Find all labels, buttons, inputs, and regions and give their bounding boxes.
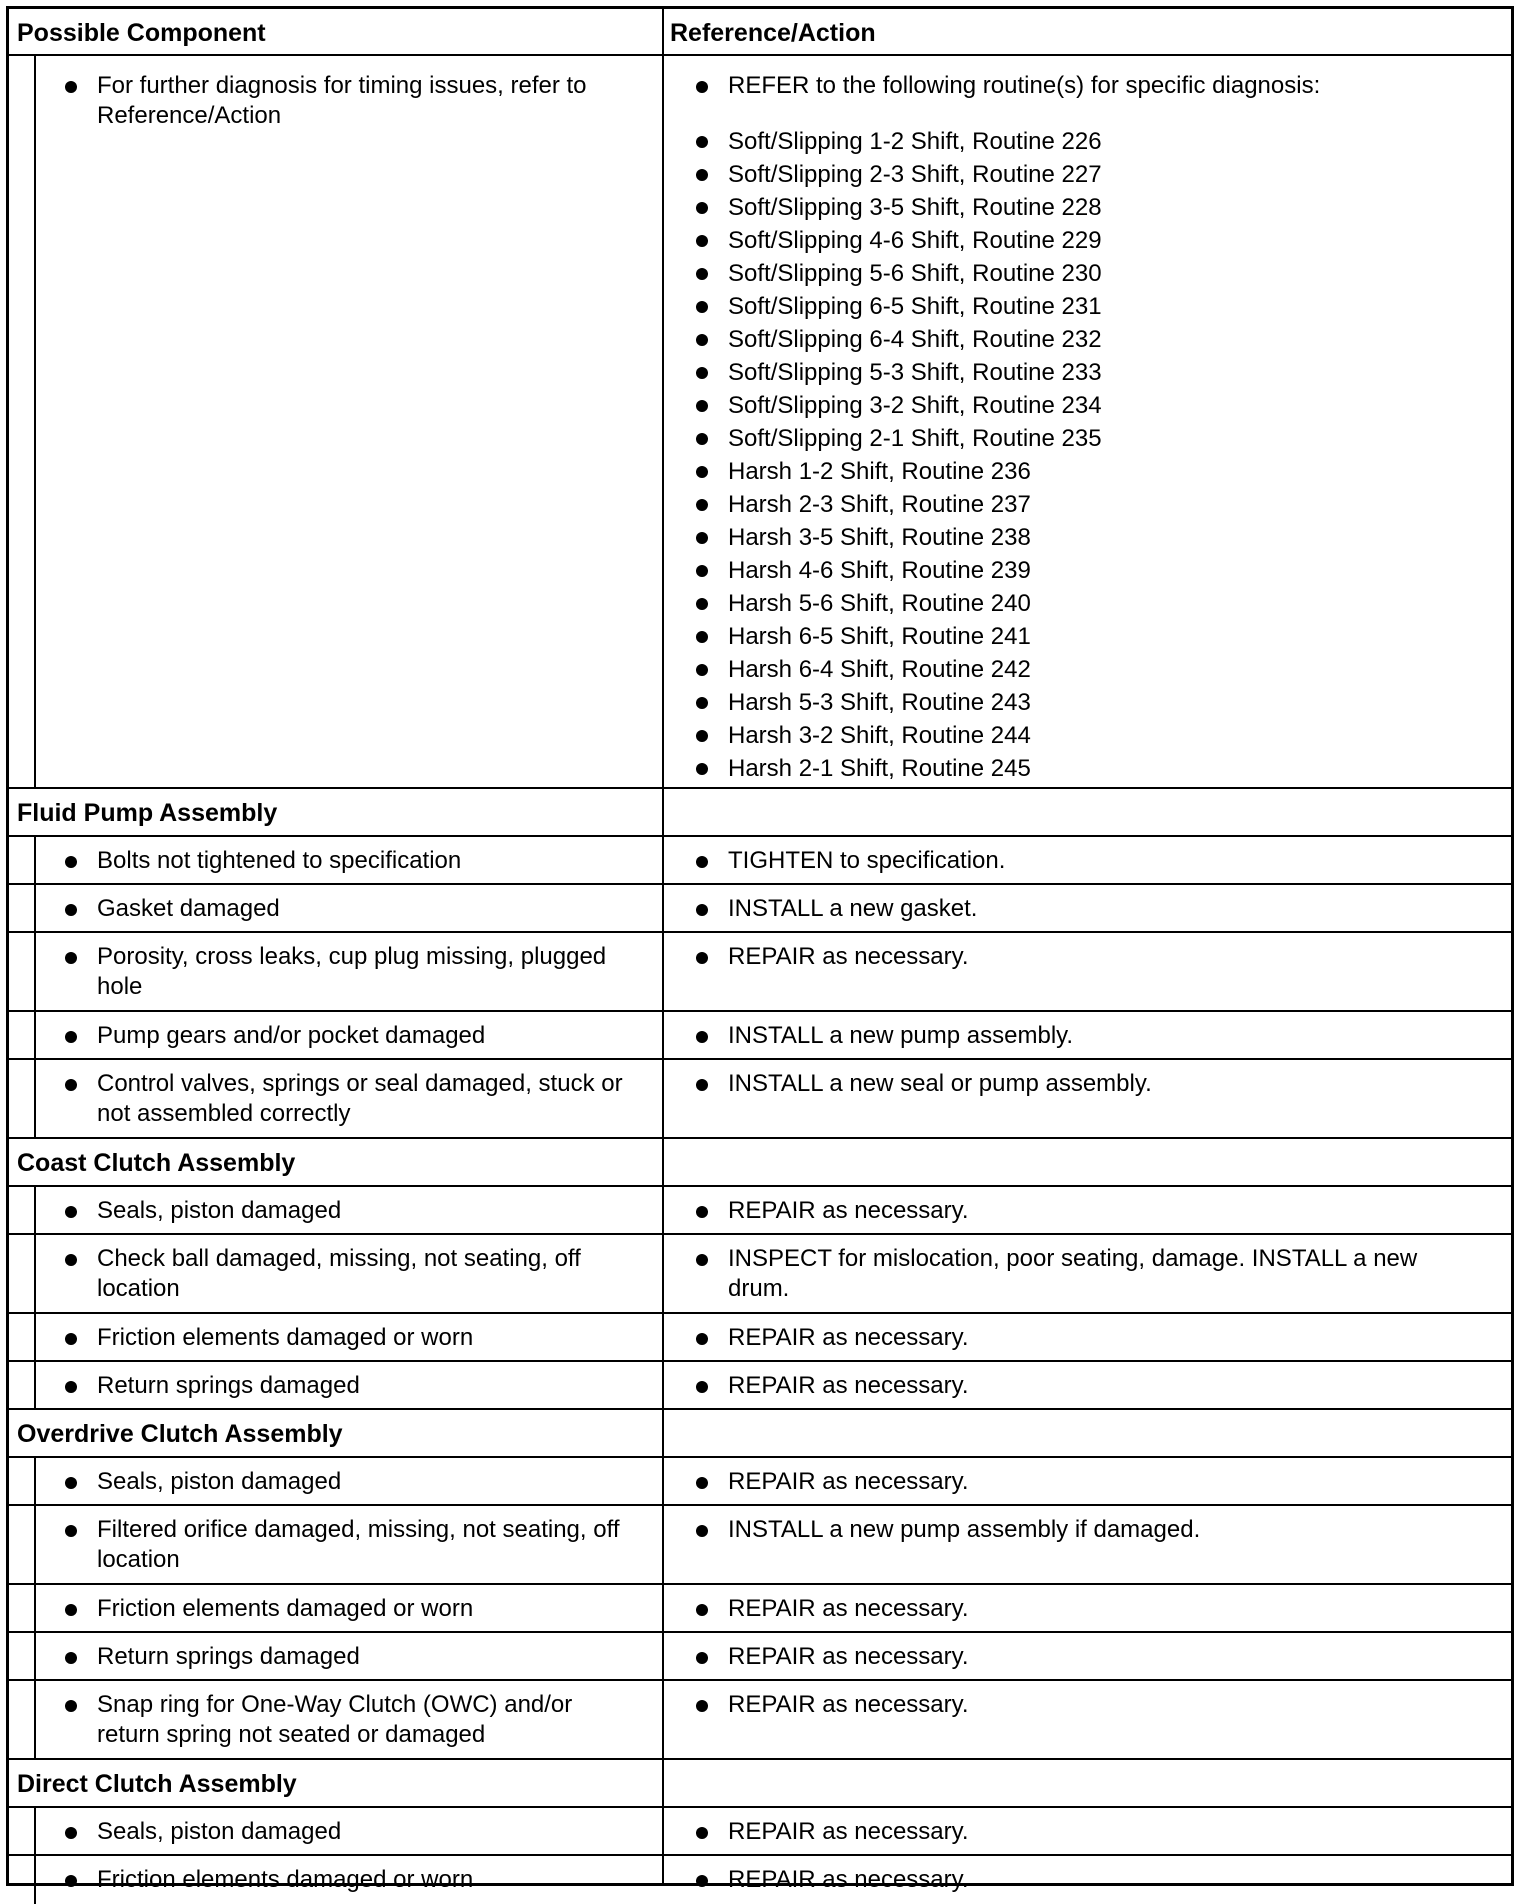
bullet-icon bbox=[65, 1333, 77, 1345]
header-row bbox=[9, 9, 1511, 56]
bullet-item bbox=[65, 1323, 655, 1353]
table-row bbox=[9, 1187, 1511, 1235]
action-cell bbox=[696, 846, 1496, 876]
bullet-icon bbox=[696, 400, 708, 412]
bullet-item bbox=[696, 1690, 1496, 1720]
line-text: Bolts not tightened to specification bbox=[97, 847, 462, 874]
routine-item bbox=[696, 686, 1496, 719]
routine-item bbox=[696, 389, 1496, 422]
line-text: location bbox=[97, 1275, 180, 1302]
bullet-icon bbox=[65, 81, 77, 93]
bullet-icon bbox=[696, 1206, 708, 1218]
routine-item bbox=[696, 455, 1496, 488]
routine-text: Harsh 6-4 Shift, Routine 242 bbox=[728, 656, 1031, 683]
component-cell bbox=[65, 1642, 655, 1672]
bullet-icon bbox=[65, 904, 77, 916]
routine-text: Soft/Slipping 3-5 Shift, Routine 228 bbox=[728, 194, 1102, 221]
header-reference: Reference/Action bbox=[670, 19, 876, 47]
line-text: TIGHTEN to specification. bbox=[728, 847, 1006, 874]
line-text: Gasket damaged bbox=[97, 895, 280, 922]
bullet-icon bbox=[696, 1604, 708, 1616]
bullet-icon bbox=[696, 664, 708, 676]
bullet-icon bbox=[696, 1875, 708, 1887]
bullet-item bbox=[65, 1196, 655, 1226]
bullet-icon bbox=[696, 1031, 708, 1043]
action-cell bbox=[696, 1196, 1496, 1226]
bullet-icon bbox=[696, 235, 708, 247]
line-text: Snap ring for One-Way Clutch (OWC) and/or bbox=[97, 1691, 573, 1718]
bullet-item bbox=[65, 1642, 655, 1672]
line-text: INSTALL a new gasket. bbox=[728, 895, 978, 922]
routine-list bbox=[696, 125, 1496, 785]
bullet-item bbox=[696, 942, 1496, 972]
table-row bbox=[9, 1060, 1511, 1139]
indent-bar bbox=[34, 1633, 36, 1679]
routine-text: Soft/Slipping 2-3 Shift, Routine 227 bbox=[728, 161, 1102, 188]
table-row bbox=[9, 1856, 1511, 1904]
action-cell bbox=[696, 1323, 1496, 1353]
line-text: location bbox=[97, 1546, 180, 1573]
routine-item bbox=[696, 653, 1496, 686]
bullet-icon bbox=[696, 81, 708, 93]
bullet-icon bbox=[696, 301, 708, 313]
action-cell bbox=[696, 1594, 1496, 1624]
action-cell bbox=[696, 1021, 1496, 1051]
line-text: drum. bbox=[728, 1275, 790, 1302]
bullet-icon bbox=[696, 433, 708, 445]
bullet-icon bbox=[696, 1079, 708, 1091]
indent-bar bbox=[34, 1314, 36, 1360]
action-cell bbox=[696, 1069, 1496, 1099]
bullet-icon bbox=[65, 856, 77, 868]
diagnosis-table bbox=[6, 6, 1514, 1893]
routine-text: Harsh 2-3 Shift, Routine 237 bbox=[728, 491, 1031, 518]
timing-row bbox=[9, 56, 1511, 789]
bullet-icon bbox=[696, 1652, 708, 1664]
bullet-icon bbox=[696, 532, 708, 544]
bullet-item bbox=[65, 1371, 655, 1401]
routine-item bbox=[696, 752, 1496, 785]
component-cell bbox=[65, 1244, 655, 1304]
line-text: REPAIR as necessary. bbox=[728, 1818, 969, 1845]
component-cell bbox=[65, 1817, 655, 1847]
bullet-item bbox=[696, 1244, 1496, 1304]
bullet-item bbox=[696, 894, 1496, 924]
indent-bar bbox=[34, 1060, 36, 1137]
line-text: return spring not seated or damaged bbox=[97, 1721, 486, 1748]
line-text: REPAIR as necessary. bbox=[728, 1197, 969, 1224]
routine-item bbox=[696, 620, 1496, 653]
bullet-item bbox=[65, 1594, 655, 1624]
bullet-icon bbox=[65, 1604, 77, 1616]
bullet-icon bbox=[65, 1206, 77, 1218]
bullet-icon bbox=[65, 1525, 77, 1537]
routine-item bbox=[696, 587, 1496, 620]
bullet-icon bbox=[65, 1477, 77, 1489]
component-cell bbox=[65, 1323, 655, 1353]
bullet-item bbox=[65, 1467, 655, 1497]
table-row bbox=[9, 1235, 1511, 1314]
routine-item bbox=[696, 257, 1496, 290]
line-text: REPAIR as necessary. bbox=[728, 943, 969, 970]
line-text: REPAIR as necessary. bbox=[728, 1691, 969, 1718]
line-text: Return springs damaged bbox=[97, 1643, 360, 1670]
component-cell bbox=[65, 894, 655, 924]
line-text: hole bbox=[97, 973, 143, 1000]
table-row bbox=[9, 1314, 1511, 1362]
routine-text: Soft/Slipping 4-6 Shift, Routine 229 bbox=[728, 227, 1102, 254]
bullet-icon bbox=[696, 268, 708, 280]
bullet-icon bbox=[65, 1031, 77, 1043]
timing-component-text: For further diagnosis for timing issues, refer to Reference/Action bbox=[97, 72, 587, 129]
bullet-item bbox=[65, 894, 655, 924]
bullet-icon bbox=[696, 202, 708, 214]
routine-text: Harsh 3-2 Shift, Routine 244 bbox=[728, 722, 1031, 749]
table-row bbox=[9, 1506, 1511, 1585]
timing-reference-cell bbox=[696, 71, 1496, 785]
bullet-item bbox=[696, 1817, 1496, 1847]
line-text: REPAIR as necessary. bbox=[728, 1372, 969, 1399]
component-cell bbox=[65, 1467, 655, 1497]
section-title: Direct Clutch Assembly bbox=[17, 1770, 297, 1798]
section-title-row bbox=[9, 789, 1511, 837]
routine-text: Soft/Slipping 5-6 Shift, Routine 230 bbox=[728, 260, 1102, 287]
table-row bbox=[9, 933, 1511, 1012]
routine-text: Harsh 5-3 Shift, Routine 243 bbox=[728, 689, 1031, 716]
routine-item bbox=[696, 356, 1496, 389]
action-cell bbox=[696, 1244, 1496, 1304]
bullet-icon bbox=[696, 904, 708, 916]
action-cell bbox=[696, 1371, 1496, 1401]
line-text: Filtered orifice damaged, missing, not seating, off bbox=[97, 1516, 620, 1543]
bullet-icon bbox=[696, 856, 708, 868]
line-text: Seals, piston damaged bbox=[97, 1197, 342, 1224]
bullet-icon bbox=[696, 763, 708, 775]
line-text: INSTALL a new pump assembly if damaged. bbox=[728, 1516, 1201, 1543]
bullet-icon bbox=[65, 1827, 77, 1839]
routine-text: Soft/Slipping 3-2 Shift, Routine 234 bbox=[728, 392, 1102, 419]
bullet-item bbox=[65, 1690, 655, 1750]
header-component: Possible Component bbox=[17, 19, 266, 47]
action-cell bbox=[696, 894, 1496, 924]
bullet-icon bbox=[65, 1254, 77, 1266]
line-text: Control valves, springs or seal damaged, stuck or bbox=[97, 1070, 623, 1097]
routine-text: Harsh 6-5 Shift, Routine 241 bbox=[728, 623, 1031, 650]
bullet-icon bbox=[65, 1652, 77, 1664]
table-row bbox=[9, 1585, 1511, 1633]
table-row bbox=[9, 1012, 1511, 1060]
component-cell bbox=[65, 1515, 655, 1575]
indent-bar bbox=[34, 1506, 36, 1583]
routine-item bbox=[696, 488, 1496, 521]
component-cell bbox=[65, 1371, 655, 1401]
line-text: REPAIR as necessary. bbox=[728, 1324, 969, 1351]
routine-item bbox=[696, 191, 1496, 224]
bullet-icon bbox=[696, 598, 708, 610]
bullet-item bbox=[65, 846, 655, 876]
bullet-icon bbox=[696, 466, 708, 478]
table-row bbox=[9, 1681, 1511, 1760]
routine-item bbox=[696, 719, 1496, 752]
indent-bar bbox=[34, 1187, 36, 1233]
bullet-item bbox=[65, 1021, 655, 1051]
action-cell bbox=[696, 1817, 1496, 1847]
routine-item bbox=[696, 323, 1496, 356]
section-title-row bbox=[9, 1410, 1511, 1458]
routine-item bbox=[696, 422, 1496, 455]
section-title: Fluid Pump Assembly bbox=[17, 799, 278, 827]
component-cell bbox=[65, 846, 655, 876]
bullet-item bbox=[696, 1642, 1496, 1672]
bullet-item bbox=[65, 1865, 655, 1895]
line-text: INSTALL a new seal or pump assembly. bbox=[728, 1070, 1152, 1097]
bullet-icon bbox=[696, 499, 708, 511]
indent-bar bbox=[34, 1808, 36, 1854]
bullet-item bbox=[696, 1865, 1496, 1895]
component-cell bbox=[65, 1069, 655, 1129]
section-title-row bbox=[9, 1760, 1511, 1808]
timing-component-cell bbox=[65, 71, 655, 131]
routine-text: Soft/Slipping 6-4 Shift, Routine 232 bbox=[728, 326, 1102, 353]
bullet-icon bbox=[65, 1875, 77, 1887]
indent-bar bbox=[34, 56, 36, 787]
routine-item bbox=[696, 521, 1496, 554]
routine-text: Harsh 3-5 Shift, Routine 238 bbox=[728, 524, 1031, 551]
line-text: Friction elements damaged or worn bbox=[97, 1866, 474, 1893]
table-row bbox=[9, 1633, 1511, 1681]
bullet-icon bbox=[65, 1079, 77, 1091]
component-cell bbox=[65, 1594, 655, 1624]
indent-bar bbox=[34, 933, 36, 1010]
bullet-icon bbox=[696, 697, 708, 709]
bullet-item bbox=[696, 1371, 1496, 1401]
bullet-item bbox=[65, 1515, 655, 1575]
section-title: Coast Clutch Assembly bbox=[17, 1149, 296, 1177]
bullet-icon bbox=[696, 1525, 708, 1537]
action-cell bbox=[696, 942, 1496, 972]
line-text: Pump gears and/or pocket damaged bbox=[97, 1022, 486, 1049]
component-cell bbox=[65, 1865, 655, 1895]
timing-component-item bbox=[65, 71, 655, 131]
timing-intro-item bbox=[696, 71, 1496, 101]
bullet-item bbox=[696, 1594, 1496, 1624]
bullet-icon bbox=[65, 1700, 77, 1712]
line-text: INSTALL a new pump assembly. bbox=[728, 1022, 1074, 1049]
action-cell bbox=[696, 1467, 1496, 1497]
line-text: Return springs damaged bbox=[97, 1372, 360, 1399]
indent-bar bbox=[34, 1856, 36, 1904]
component-cell bbox=[65, 1196, 655, 1226]
bullet-icon bbox=[696, 1827, 708, 1839]
bullet-item bbox=[65, 1069, 655, 1129]
bullet-icon bbox=[696, 631, 708, 643]
bullet-item bbox=[65, 1817, 655, 1847]
bullet-icon bbox=[696, 367, 708, 379]
action-cell bbox=[696, 1515, 1496, 1545]
routine-text: Soft/Slipping 6-5 Shift, Routine 231 bbox=[728, 293, 1102, 320]
action-cell bbox=[696, 1690, 1496, 1720]
bullet-icon bbox=[696, 1700, 708, 1712]
bullet-item bbox=[696, 1069, 1496, 1099]
bullet-item bbox=[696, 1515, 1496, 1545]
bullet-icon bbox=[65, 952, 77, 964]
routine-item bbox=[696, 158, 1496, 191]
routine-text: Harsh 5-6 Shift, Routine 240 bbox=[728, 590, 1031, 617]
bullet-icon bbox=[696, 169, 708, 181]
line-text: REPAIR as necessary. bbox=[728, 1643, 969, 1670]
component-cell bbox=[65, 1690, 655, 1750]
bullet-item bbox=[65, 1244, 655, 1304]
bullet-icon bbox=[696, 334, 708, 346]
indent-bar bbox=[34, 1012, 36, 1058]
routine-text: Soft/Slipping 5-3 Shift, Routine 233 bbox=[728, 359, 1102, 386]
routine-text: Harsh 4-6 Shift, Routine 239 bbox=[728, 557, 1031, 584]
routine-text: Soft/Slipping 1-2 Shift, Routine 226 bbox=[728, 128, 1102, 155]
line-text: Porosity, cross leaks, cup plug missing, plugged bbox=[97, 943, 607, 970]
routine-item bbox=[696, 125, 1496, 158]
bullet-icon bbox=[696, 136, 708, 148]
bullet-icon bbox=[696, 565, 708, 577]
bullet-icon bbox=[696, 1477, 708, 1489]
bullet-item bbox=[65, 942, 655, 1002]
routine-item bbox=[696, 290, 1496, 323]
bullet-icon bbox=[696, 1254, 708, 1266]
table-row bbox=[9, 837, 1511, 885]
table-row bbox=[9, 1362, 1511, 1410]
bullet-item bbox=[696, 1021, 1496, 1051]
routine-text: Harsh 1-2 Shift, Routine 236 bbox=[728, 458, 1031, 485]
timing-intro-text: REFER to the following routine(s) for specific diagnosis: bbox=[728, 72, 1321, 99]
indent-bar bbox=[34, 885, 36, 931]
bullet-icon bbox=[696, 952, 708, 964]
action-cell bbox=[696, 1865, 1496, 1895]
component-cell bbox=[65, 1021, 655, 1051]
routine-text: Harsh 2-1 Shift, Routine 245 bbox=[728, 755, 1031, 782]
routine-item bbox=[696, 224, 1496, 257]
indent-bar bbox=[34, 1235, 36, 1312]
bullet-item bbox=[696, 1323, 1496, 1353]
routine-item bbox=[696, 554, 1496, 587]
routine-text: Soft/Slipping 2-1 Shift, Routine 235 bbox=[728, 425, 1102, 452]
bullet-item bbox=[696, 846, 1496, 876]
indent-bar bbox=[34, 837, 36, 883]
indent-bar bbox=[34, 1585, 36, 1631]
line-text: REPAIR as necessary. bbox=[728, 1468, 969, 1495]
line-text: Friction elements damaged or worn bbox=[97, 1595, 474, 1622]
component-cell bbox=[65, 942, 655, 1002]
bullet-icon bbox=[65, 1381, 77, 1393]
bullet-item bbox=[696, 1467, 1496, 1497]
table-row bbox=[9, 885, 1511, 933]
line-text: Seals, piston damaged bbox=[97, 1468, 342, 1495]
line-text: REPAIR as necessary. bbox=[728, 1595, 969, 1622]
section-title-row bbox=[9, 1139, 1511, 1187]
bullet-icon bbox=[696, 1381, 708, 1393]
action-cell bbox=[696, 1642, 1496, 1672]
line-text: INSPECT for mislocation, poor seating, damage. INSTALL a new bbox=[728, 1245, 1418, 1272]
indent-bar bbox=[34, 1681, 36, 1758]
table-row bbox=[9, 1458, 1511, 1506]
line-text: REPAIR as necessary. bbox=[728, 1866, 969, 1893]
table-row bbox=[9, 1808, 1511, 1856]
line-text: Friction elements damaged or worn bbox=[97, 1324, 474, 1351]
line-text: not assembled correctly bbox=[97, 1100, 351, 1127]
line-text: Check ball damaged, missing, not seating, off bbox=[97, 1245, 581, 1272]
indent-bar bbox=[34, 1362, 36, 1408]
indent-bar bbox=[34, 1458, 36, 1504]
bullet-icon bbox=[696, 730, 708, 742]
line-text: Seals, piston damaged bbox=[97, 1818, 342, 1845]
section-title: Overdrive Clutch Assembly bbox=[17, 1420, 343, 1448]
bullet-item bbox=[696, 1196, 1496, 1226]
bullet-icon bbox=[696, 1333, 708, 1345]
